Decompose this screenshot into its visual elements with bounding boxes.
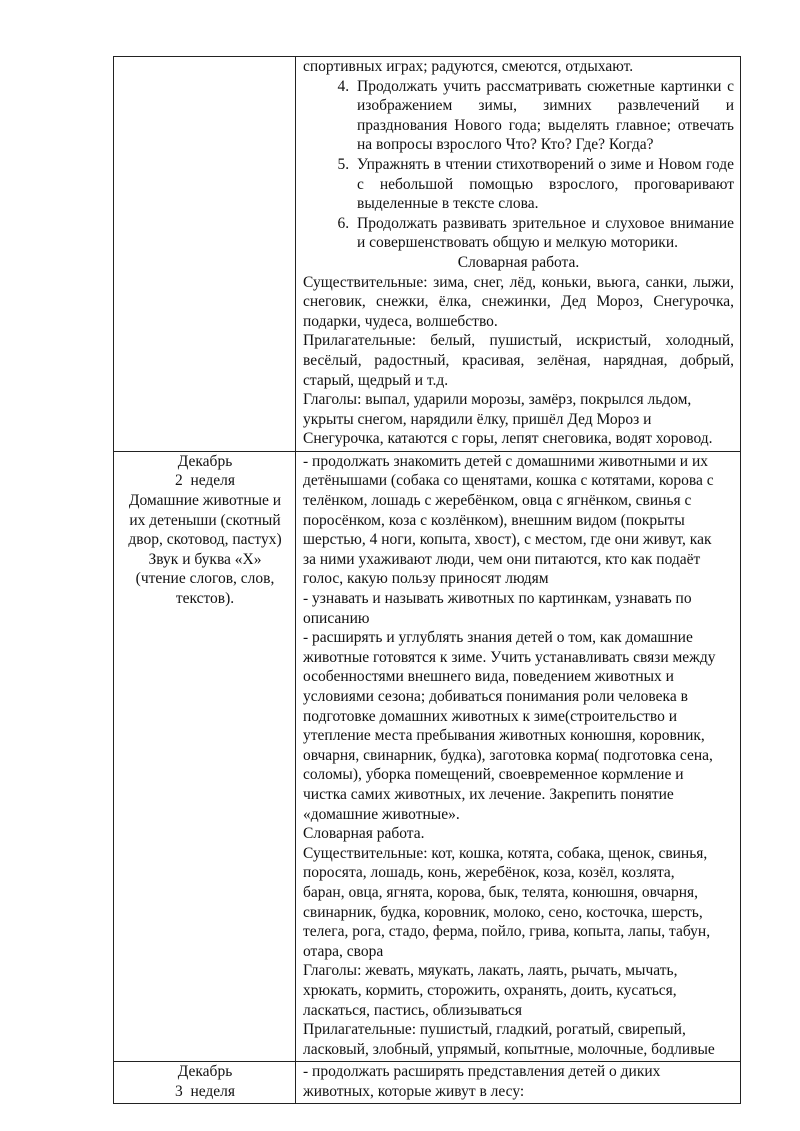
text-line: Глаголы: жевать, мяукать, лакать, лаять, рычать, мычать, [303, 962, 678, 980]
text-line: утепление места пребывания животных конюшня, коровник, [303, 727, 705, 745]
month-label: Декабрь [177, 452, 233, 470]
verbs-line: Глаголы: выпал, ударили морозы, замёрз, покрылся льдом, [303, 391, 692, 409]
goal-item: 5. Упражнять в чтении стихотворений о зиме и Новом годе с небольшой помощью взрослого, проговаривают выделенные в тексте слова. [353, 155, 734, 214]
text-line: хрюкать, кормить, сторожить, охранять, доить, кусаться, [303, 981, 677, 999]
text-line: - продолжать знакомить детей с домашними животными и их [303, 452, 708, 470]
verbs-line: Снегурочка, катаются с горы, лепят снеговика, водят хоровод. [303, 430, 713, 448]
text-line: поросята, лошадь, конь, жеребёнок, коза, козёл, козлята, [303, 864, 675, 882]
goals-list [303, 77, 734, 253]
goal-item: 6. Продолжать развивать зрительное и слуховое внимание и совершенствовать общую и мелкую моторики. [353, 214, 734, 253]
text-line: овчарня, свинарник, будка), заготовка корма( подготовка сена, [303, 746, 713, 764]
goal-paragraph [303, 628, 734, 824]
verbs-line: укрыты снегом, нарядили ёлку, пришёл Дед Мороз и [303, 410, 652, 428]
text-line: Существительные: кот, кошка, котята, собака, щенок, свинья, [303, 844, 708, 862]
goal-paragraph [303, 589, 734, 628]
text-line: шерстью, 4 ноги, копыта, хвост), с местом, где они живут, как [303, 531, 712, 549]
topic-line: текстов). [175, 590, 235, 608]
text-line: подготовке домашних животных к зиме(строительство и [303, 707, 678, 725]
content-cell [296, 57, 741, 452]
goal-paragraph [303, 452, 734, 589]
vocab-heading: Словарная работа. [457, 253, 580, 271]
text-line: животных, которые живут в лесу: [303, 1082, 525, 1100]
text-line: чистка самих животных, их лечение. Закрепить понятие [303, 785, 674, 803]
nouns-paragraph: Существительные: зима, снег, лёд, коньки, вьюга, санки, лыжи, снеговик, снежки, ёлка, снежинки, Дед Мороз, Снегурочка, подарки, чудеса, волшебство. [303, 273, 734, 330]
nouns-paragraph [303, 844, 734, 962]
content-cell [296, 1062, 741, 1104]
verbs-paragraph [303, 961, 734, 1020]
text-line: животные готовятся к зиме. Учить устанавливать связи между [303, 648, 716, 666]
text-line: телёнком, лошадь с жеребёнком, овца с ягнёнком, свинья с [303, 492, 692, 510]
adjectives-paragraph [303, 1020, 734, 1059]
topic-line: (чтение слогов, слов, [135, 570, 275, 588]
text-line: голос, какую пользу приносят людям [303, 570, 549, 588]
text-line: - расширять и углублять знания детей о том, как домашние [303, 629, 693, 647]
text-line: ласкаться, пастись, облизываться [303, 1001, 522, 1019]
topic-line: Домашние животные и [128, 492, 282, 510]
goal-item: 4. Продолжать учить рассматривать сюжетные картинки с изображением зимы, зимних развлечений и празднования Нового года; выделять главное; отвечать на вопросы взрослого Что? Кто? Где? Когда? [353, 77, 734, 155]
text-line: соломы), уборка помещений, своевременное кормление и [303, 766, 684, 784]
period-cell [114, 451, 296, 1061]
text-line: поросёнком, коза с козлёнком), внешним видом (покрыты [303, 511, 685, 529]
text-line: Прилагательные: пушистый, гладкий, рогатый, свирепый, [303, 1021, 686, 1039]
month-label: Декабрь [177, 1063, 233, 1081]
topic-line: их детеныши (скотный [129, 511, 281, 529]
text-line: баран, овца, ягнята, корова, бык, телята, конюшня, овчарня, [303, 883, 699, 901]
table-row [114, 57, 741, 452]
text-line: свинарник, будка, коровник, молоко, сено, косточка, шерсть, [303, 903, 703, 921]
text-line: детёнышами (собака со щенятами, кошка с котятами, корова с [303, 472, 714, 490]
period-cell [114, 1062, 296, 1104]
text-line: отара, свора [303, 942, 384, 960]
continued-text: спортивных играх; радуются, смеются, отдыхают. [303, 58, 634, 75]
week-label: 3 неделя [174, 1082, 236, 1100]
table-row [114, 451, 741, 1061]
vocab-heading [303, 824, 734, 844]
week-label: 2 неделя [174, 472, 236, 490]
content-cell [296, 451, 741, 1061]
text-line: - узнавать и называть животных по картинкам, узнавать по [303, 590, 692, 608]
text-line: ласковый, злобный, упрямый, копытные, молочные, бодливые [303, 1040, 715, 1058]
topic-line: двор, скотовод, пастух) [128, 531, 282, 549]
text-line: «домашние животные». [303, 805, 460, 823]
text-line: условиями сезона; добиваться понимания роли человека в [303, 688, 688, 705]
text-line: за ними ухаживают люди, чем они питаются, кто как подаёт [303, 550, 701, 568]
period-cell [114, 57, 296, 452]
text-line: - продолжать расширять представления детей о диких [303, 1063, 661, 1081]
text-line: телега, рога, стадо, ферма, пойло, грива, копыта, лапы, табун, [303, 923, 711, 941]
text-line: описанию [303, 609, 370, 627]
adjectives-paragraph: Прилагательные: белый, пушистый, искристый, холодный, весёлый, радостный, красивая, зелёная, нарядная, добрый, старый, щедрый и т.д. [303, 332, 734, 389]
topic-line: Звук и буква «Х» [148, 550, 262, 568]
text-line: Словарная работа. [303, 825, 425, 843]
table-row [114, 1062, 741, 1104]
text-line: особенностями внешнего вида, поведением животных и [303, 668, 674, 686]
plan-table [113, 56, 741, 1104]
